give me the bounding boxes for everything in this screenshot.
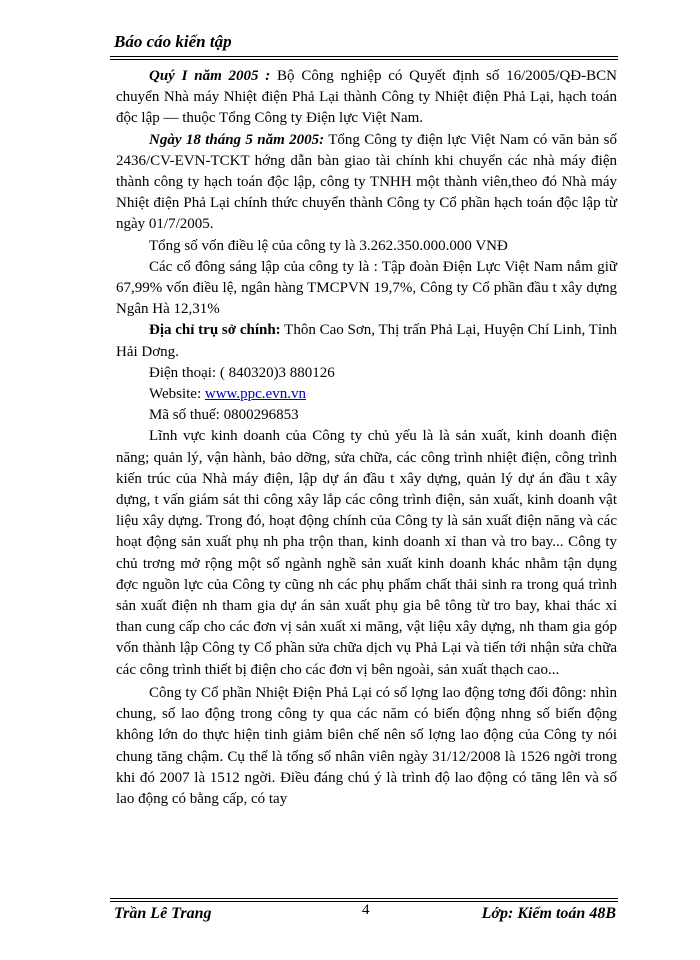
paragraph-lead: Địa chỉ trụ sở chính:	[149, 322, 281, 339]
header-title: Báo cáo kiến tập	[114, 32, 232, 51]
paragraph-workforce: Công ty Cổ phần Nhiệt Điện Phả Lại có số lợng lao động tơng đối đông: nhìn chung, số lao động trong công ty qua các năm có biến động nhng số biến động không lớn do thực hiện tinh giảm biên chế nên số lợng lao động của Công ty nói chung tăng chậm. Cụ thể là tổng số nhân viên ngày 31/12/2008 là 1526 ngời trong khi đó 2007 là 1512 ngời. Điều đáng chú ý là trình độ lao động có tăng lên và số lao động có bằng cấp, có tay	[116, 684, 617, 807]
paragraph-head-office	[116, 320, 617, 362]
website-link[interactable]: www.ppc.evn.vn	[204, 386, 306, 403]
paragraph-text: Bộ Công nghiệp có Quyết định số 16/2005/QĐ-BCN chuyển Nhà máy Nhiệt điện Phả Lại thành Công ty Nhiệt điện Phả Lại, hạch toán độc lập — thuộc Tổng Công ty Điện lực Việt Nam.	[116, 68, 617, 127]
paragraph-tax-code: Mã số thuế: 0800296853	[149, 407, 299, 424]
footer-author: Trần Lê Trang	[114, 905, 212, 922]
header-rule-inner	[110, 59, 618, 60]
paragraph-text: Thôn Cao Sơn, Thị trấn Phả Lại, Huyện Chí Linh, Tỉnh Hải Dơng.	[116, 322, 618, 360]
footer-rule	[110, 898, 618, 899]
page-number: 4	[362, 902, 370, 918]
paragraph-website	[116, 384, 617, 405]
paragraph-founding-shareholders: Các cổ đông sáng lập của công ty là : Tập đoàn Điện Lực Việt Nam nắm giữ 67,99% vốn điều lệ, ngân hàng TMCPVN 19,7%, Công ty Cổ phần đầu t xây dựng Ngân Hà 12,31%	[116, 258, 617, 318]
website-label: Website:	[149, 386, 205, 403]
paragraph-lead: Quý I năm 2005 :	[149, 68, 271, 84]
paragraph-text: Tổng Công ty điện lực Việt Nam có văn bản số 2436/CV-EVN-TCKT hớng dẫn bàn giao tài chính khi chuyển các nhà máy điện thành công ty hạch toán độc lập, công ty TNHH một thành viên,theo đó Nhà máy Nhiệt điện Phả Lại chính thức chuyển thành Công ty Cổ phần hạch toán độc lập từ ngày 01/7/2005.	[116, 131, 617, 233]
paragraph-business-lines: Lĩnh vực kinh doanh của Công ty chủ yếu là là sản xuất, kinh doanh điện năng; quản lý, vận hành, bảo dỡng, sửa chữa, các công trình nhiệt điện, công trình kiến trúc của Nhà máy điện, lập dự án đầu t xây dựng, quản lý dự án đầu t xây dựng, t vấn giám sát thi công xây lắp các công trình điện, sản xuất, kinh doanh vật liệu xây dựng. Trong đó, hoạt động chính của Công ty là sản xuất điện năng và các hoạt động sản xuất phụ nh pha trộn than, kinh doanh xỉ than và tro bay... Công ty chủ trơng mở rộng một số ngành nghề sản xuất kinh doanh khác nhằm tận dụng đợc nguồn lực của Công ty cũng nh các phụ phẩm chất thải sinh ra trong quá trình sản xuất điện nh tham gia dự án sản xuất phụ gia bê tông từ tro bay, khai thác xỉ than cung cấp cho các đơn vị sản xuất xi măng, vật liệu xây dựng, nh tham gia góp vốn thành lập Công ty Cổ phần sửa chữa dịch vụ Phả Lại và tiến tới nhận sửa chữa các công trình thiết bị điện cho các đơn vị bên ngoài, sản xuất thạch cao...	[116, 428, 617, 678]
paragraph-quarter-i-2005	[116, 66, 617, 130]
footer-class: Lớp: Kiểm toán 48B	[481, 905, 616, 922]
paragraph-phone: Điện thoại: ( 840320)3 880126	[149, 364, 335, 381]
paragraph-may-2005	[116, 130, 617, 236]
paragraph-charter-capital: Tổng số vốn điều lệ của công ty là 3.262.350.000.000 VNĐ	[149, 237, 508, 254]
paragraph-lead: Ngày 18 tháng 5 năm 2005:	[149, 131, 325, 148]
document-body	[116, 66, 617, 810]
header-rule	[110, 56, 618, 57]
